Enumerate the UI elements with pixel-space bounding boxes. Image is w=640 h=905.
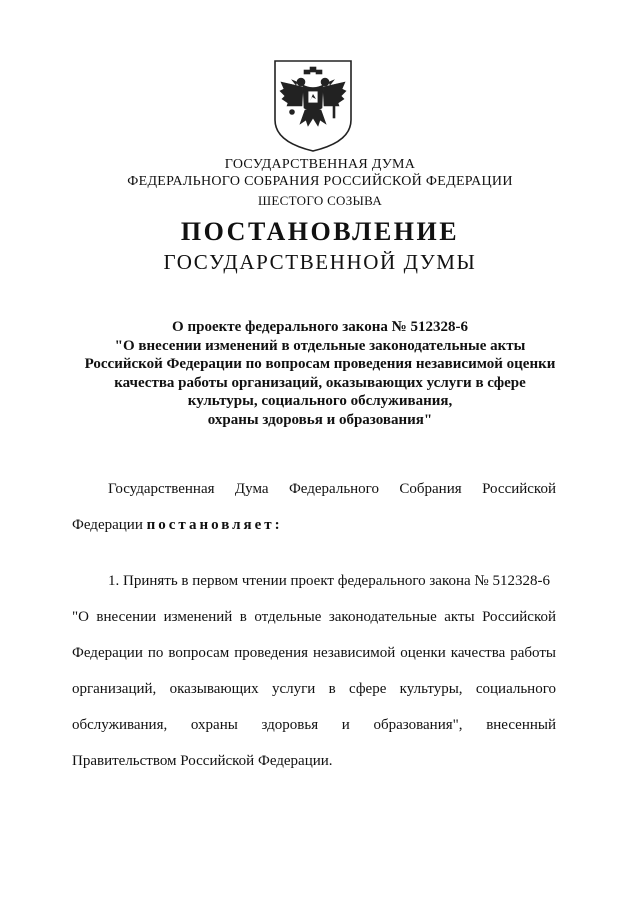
preamble-line — [72, 516, 556, 534]
document-title: ПОСТАНОВЛЕНИЕ — [180, 217, 460, 246]
subject-line: "О внесении изменений в отдельные законодательные акты — [114, 337, 526, 354]
subject-line: охраны здоровья и образования" — [207, 411, 433, 428]
preamble-prefix: Федерации — [72, 517, 147, 533]
subject-line: О проекте федерального закона № 512328-6 — [172, 319, 468, 335]
item-line: Правительством Российской Федерации. — [72, 753, 333, 769]
item-line: "О внесении изменений в отдельные законодательные акты Российской — [72, 609, 556, 625]
coat-of-arms-emblem — [272, 58, 354, 154]
header-federal-assembly: ФЕДЕРАЛЬНОГО СОБРАНИЯ РОССИЙСКОЙ ФЕДЕРАЦИИ — [127, 174, 513, 189]
subject-line: качества работы организаций, оказывающих услуги в сфере — [114, 374, 526, 391]
header-duma: ГОСУДАРСТВЕННАЯ ДУМА — [224, 157, 416, 172]
document-subtitle: ГОСУДАРСТВЕННОЙ ДУМЫ — [163, 250, 477, 274]
item-line: Федерации по вопросам проведения независимой оценки качества работы — [72, 645, 556, 661]
item-line: обслуживания, охраны здоровья и образования", внесенный — [72, 717, 556, 733]
subject-line: Российской Федерации по вопросам проведения независимой оценки — [84, 356, 556, 373]
header-convocation: ШЕСТОГО СОЗЫВА — [257, 193, 383, 208]
item-line: 1. Принять в первом чтении проект федерального закона № 512328-6 — [108, 573, 550, 589]
document-subject — [40, 318, 600, 430]
preamble-line: Государственная Дума Федерального Собрания Российской — [108, 481, 556, 497]
item-line: организаций, оказывающих услуги в сфере культуры, социального — [72, 681, 556, 697]
preamble-resolves: постановляет: — [146, 517, 283, 533]
subject-line: культуры, социального обслуживания, — [187, 393, 453, 410]
